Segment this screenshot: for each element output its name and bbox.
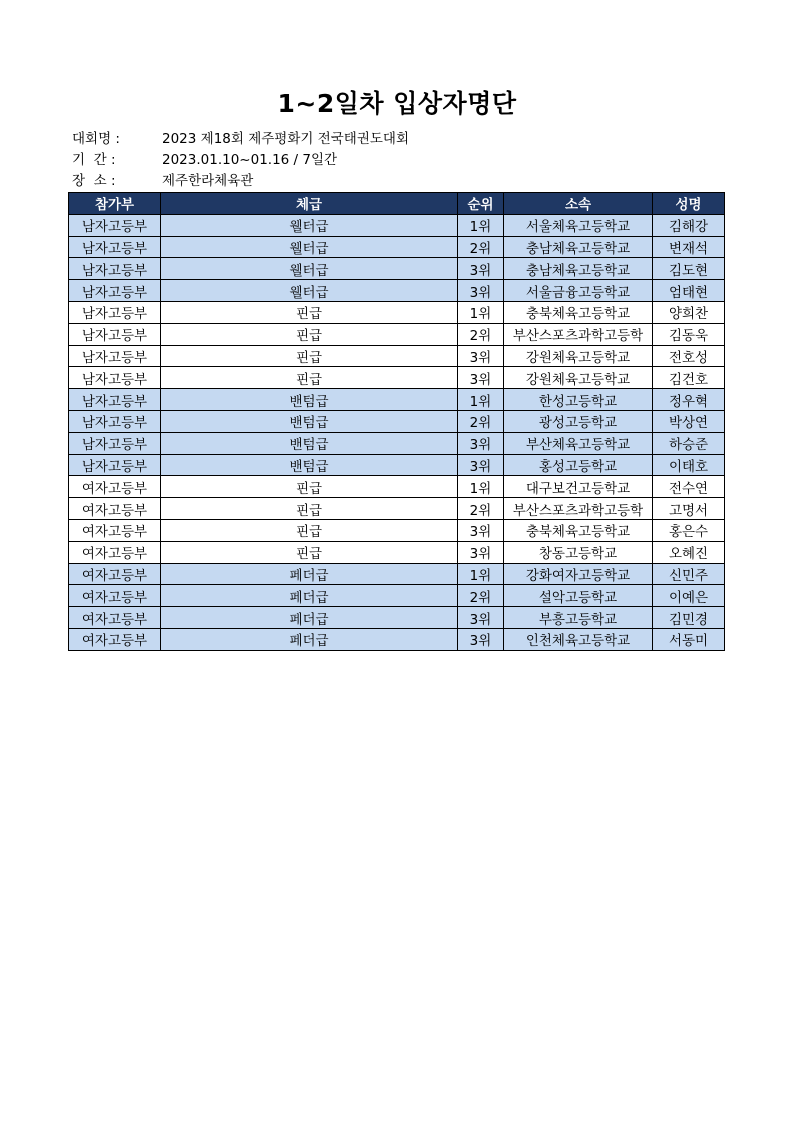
weight-class-cell: 핀급 (161, 519, 458, 541)
division-cell: 여자고등부 (69, 607, 161, 629)
table-row (69, 628, 725, 650)
affiliation-cell: 부흥고등학교 (504, 607, 653, 629)
results-table (68, 192, 725, 651)
athlete-name-cell: 하승준 (653, 432, 725, 454)
rank-cell: 2위 (458, 585, 504, 607)
division-cell: 여자고등부 (69, 628, 161, 650)
rank-cell: 3위 (458, 345, 504, 367)
table-row (69, 236, 725, 258)
affiliation-cell: 광성고등학교 (504, 410, 653, 432)
rank-cell: 1위 (458, 563, 504, 585)
weight-class-cell: 밴텀급 (161, 454, 458, 476)
rank-cell: 3위 (458, 541, 504, 563)
weight-class-cell: 페더급 (161, 563, 458, 585)
division-cell: 남자고등부 (69, 236, 161, 258)
competition-label: 대회명 : (72, 131, 120, 147)
rank-cell: 3위 (458, 628, 504, 650)
table-row (69, 367, 725, 389)
affiliation-cell: 충북체육고등학교 (504, 301, 653, 323)
weight-class-cell: 웰터급 (161, 214, 458, 236)
rank-cell: 1위 (458, 301, 504, 323)
table-row (69, 498, 725, 520)
division-cell: 남자고등부 (69, 280, 161, 302)
division-cell: 남자고등부 (69, 410, 161, 432)
table-row (69, 519, 725, 541)
athlete-name-cell: 서동미 (653, 628, 725, 650)
affiliation-cell: 서울체육고등학교 (504, 214, 653, 236)
rank-cell: 2위 (458, 236, 504, 258)
table-row (69, 432, 725, 454)
affiliation-cell: 창동고등학교 (504, 541, 653, 563)
athlete-name-cell: 신민주 (653, 563, 725, 585)
athlete-name-cell: 김해강 (653, 214, 725, 236)
table-row (69, 585, 725, 607)
rank-cell: 3위 (458, 280, 504, 302)
affiliation-cell: 강화여자고등학교 (504, 563, 653, 585)
rank-cell: 3위 (458, 607, 504, 629)
weight-class-cell: 핀급 (161, 498, 458, 520)
division-cell: 여자고등부 (69, 563, 161, 585)
weight-class-cell: 페더급 (161, 607, 458, 629)
venue-info (72, 171, 253, 191)
athlete-name-cell: 전수연 (653, 476, 725, 498)
division-cell: 여자고등부 (69, 541, 161, 563)
division-cell: 남자고등부 (69, 301, 161, 323)
athlete-name-cell: 김건호 (653, 367, 725, 389)
athlete-name-cell: 정우혁 (653, 389, 725, 411)
rank-cell: 3위 (458, 367, 504, 389)
header-name: 성명 (653, 193, 725, 215)
table-row (69, 389, 725, 411)
athlete-name-cell: 홍은수 (653, 519, 725, 541)
athlete-name-cell: 양희찬 (653, 301, 725, 323)
weight-class-cell: 페더급 (161, 628, 458, 650)
header-rank: 순위 (458, 193, 504, 215)
table-row (69, 280, 725, 302)
division-cell: 남자고등부 (69, 323, 161, 345)
table-row (69, 476, 725, 498)
athlete-name-cell: 고명서 (653, 498, 725, 520)
division-cell: 남자고등부 (69, 389, 161, 411)
table-row (69, 345, 725, 367)
division-cell: 여자고등부 (69, 519, 161, 541)
competition-value: 2023 제18회 제주평화기 전국태권도대회 (162, 131, 409, 147)
competition-info (72, 129, 409, 149)
table-row (69, 323, 725, 345)
athlete-name-cell: 엄태현 (653, 280, 725, 302)
header-weight-class: 체급 (161, 193, 458, 215)
table-row (69, 454, 725, 476)
affiliation-cell: 충남체육고등학교 (504, 236, 653, 258)
rank-cell: 1위 (458, 389, 504, 411)
athlete-name-cell: 오혜진 (653, 541, 725, 563)
weight-class-cell: 밴텀급 (161, 389, 458, 411)
venue-label: 장 소 : (72, 173, 116, 189)
affiliation-cell: 홍성고등학교 (504, 454, 653, 476)
affiliation-cell: 서울금융고등학교 (504, 280, 653, 302)
weight-class-cell: 핀급 (161, 323, 458, 345)
period-info (72, 150, 337, 170)
affiliation-cell: 강원체육고등학교 (504, 367, 653, 389)
athlete-name-cell: 김민경 (653, 607, 725, 629)
rank-cell: 1위 (458, 476, 504, 498)
weight-class-cell: 핀급 (161, 345, 458, 367)
division-cell: 남자고등부 (69, 214, 161, 236)
table-row (69, 301, 725, 323)
weight-class-cell: 핀급 (161, 301, 458, 323)
table-row (69, 410, 725, 432)
weight-class-cell: 웰터급 (161, 236, 458, 258)
division-cell: 여자고등부 (69, 498, 161, 520)
affiliation-cell: 부산스포츠과학고등학 (504, 498, 653, 520)
page-title: 1~2일차 입상자명단 (277, 89, 517, 118)
division-cell: 남자고등부 (69, 432, 161, 454)
weight-class-cell: 밴텀급 (161, 410, 458, 432)
affiliation-cell: 인천체육고등학교 (504, 628, 653, 650)
affiliation-cell: 설악고등학교 (504, 585, 653, 607)
division-cell: 남자고등부 (69, 367, 161, 389)
athlete-name-cell: 김동욱 (653, 323, 725, 345)
weight-class-cell: 밴텀급 (161, 432, 458, 454)
division-cell: 남자고등부 (69, 454, 161, 476)
rank-cell: 3위 (458, 454, 504, 476)
rank-cell: 1위 (458, 214, 504, 236)
athlete-name-cell: 전호성 (653, 345, 725, 367)
header-affiliation: 소속 (504, 193, 653, 215)
division-cell: 남자고등부 (69, 345, 161, 367)
rank-cell: 2위 (458, 323, 504, 345)
athlete-name-cell: 변재석 (653, 236, 725, 258)
weight-class-cell: 핀급 (161, 367, 458, 389)
weight-class-cell: 핀급 (161, 476, 458, 498)
division-cell: 여자고등부 (69, 476, 161, 498)
rank-cell: 2위 (458, 410, 504, 432)
affiliation-cell: 충남체육고등학교 (504, 258, 653, 280)
weight-class-cell: 웰터급 (161, 280, 458, 302)
table-header-row (69, 193, 725, 215)
table-row (69, 214, 725, 236)
weight-class-cell: 페더급 (161, 585, 458, 607)
results-body (69, 214, 725, 650)
period-value: 2023.01.10~01.16 / 7일간 (162, 152, 338, 168)
rank-cell: 3위 (458, 258, 504, 280)
table-row (69, 258, 725, 280)
table-row (69, 563, 725, 585)
period-label: 기 간 : (72, 152, 116, 168)
affiliation-cell: 부산체육고등학교 (504, 432, 653, 454)
affiliation-cell: 대구보건고등학교 (504, 476, 653, 498)
rank-cell: 2위 (458, 498, 504, 520)
division-cell: 여자고등부 (69, 585, 161, 607)
header-division: 참가부 (69, 193, 161, 215)
athlete-name-cell: 이예은 (653, 585, 725, 607)
rank-cell: 3위 (458, 519, 504, 541)
athlete-name-cell: 박상연 (653, 410, 725, 432)
affiliation-cell: 부산스포츠과학고등학 (504, 323, 653, 345)
weight-class-cell: 핀급 (161, 541, 458, 563)
table-row (69, 541, 725, 563)
venue-value: 제주한라체육관 (162, 173, 254, 189)
athlete-name-cell: 이태호 (653, 454, 725, 476)
weight-class-cell: 웰터급 (161, 258, 458, 280)
division-cell: 남자고등부 (69, 258, 161, 280)
affiliation-cell: 충북체육고등학교 (504, 519, 653, 541)
affiliation-cell: 강원체육고등학교 (504, 345, 653, 367)
affiliation-cell: 한성고등학교 (504, 389, 653, 411)
table-row (69, 607, 725, 629)
rank-cell: 3위 (458, 432, 504, 454)
athlete-name-cell: 김도현 (653, 258, 725, 280)
